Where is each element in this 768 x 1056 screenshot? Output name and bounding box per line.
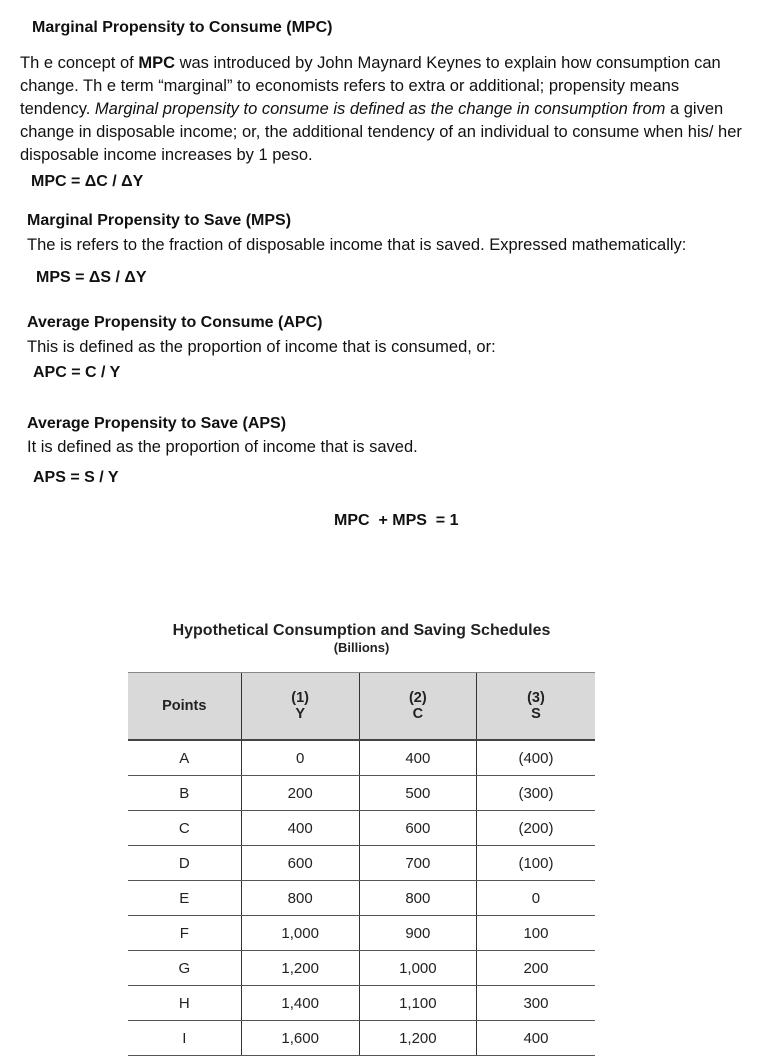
header-c-line2: C [412,706,424,722]
mpc-paragraph-part-1: Th e concept of [20,54,139,72]
cell-point: B [128,776,241,811]
table-row [128,811,595,846]
aps-heading: Average Propensity to Save (APS) [27,415,287,432]
cell-s: 200 [476,951,595,986]
header-s-line1: (3) [527,690,545,706]
table-row [128,986,595,1021]
header-c-line1: (2) [408,690,427,706]
cell-y: 0 [241,740,359,776]
cell-y: 1,000 [241,916,359,951]
cell-c: 600 [359,811,476,846]
mps-formula: MPS = ΔS / ΔY [36,269,147,286]
table-subtitle: (Billions) [333,640,390,655]
cell-c: 500 [359,776,476,811]
table-title: Hypothetical Consumption and Saving Schedules [172,622,551,639]
mps-heading: Marginal Propensity to Save (MPS) [27,212,292,229]
cell-s: 0 [476,881,595,916]
cell-y: 600 [241,846,359,881]
cell-point: D [128,846,241,881]
cell-c: 1,100 [359,986,476,1021]
header-s-line2: S [531,706,541,722]
table-row [128,1021,595,1056]
cell-c: 400 [359,740,476,776]
cell-y: 200 [241,776,359,811]
mpc-heading: Marginal Propensity to Consume (MPC) [32,19,333,36]
mpc-mps-identity: MPC + MPS = 1 [334,512,459,529]
mpc-paragraph-part-3: a given change in disposable income; or, the additional tendency of an individual to consume when his/ her disposable income increases by 1 peso. [20,100,742,164]
header-y [241,673,359,741]
cell-point: C [128,811,241,846]
cell-s: 300 [476,986,595,1021]
table-row [128,916,595,951]
cell-y: 1,200 [241,951,359,986]
table-row [128,776,595,811]
cell-s: 400 [476,1021,595,1056]
cell-c: 800 [359,881,476,916]
cell-point: F [128,916,241,951]
header-points [128,673,241,741]
cell-y: 800 [241,881,359,916]
header-points-label: Points [162,698,207,714]
header-s [476,673,595,741]
cell-s: (100) [476,846,595,881]
cell-y: 400 [241,811,359,846]
cell-s: (400) [476,740,595,776]
mps-text: The is refers to the fraction of disposable income that is saved. Expressed mathematically: [27,236,687,254]
aps-text: It is defined as the proportion of income that is saved. [27,438,418,456]
cell-point: E [128,881,241,916]
header-c [359,673,476,741]
table-row [128,846,595,881]
cell-c: 900 [359,916,476,951]
apc-text: This is defined as the proportion of income that is consumed, or: [27,338,496,356]
table-row [128,881,595,916]
mpc-paragraph [20,52,748,167]
header-y-line2: Y [295,706,305,722]
cell-c: 1,000 [359,951,476,986]
mpc-bold-term: MPC [138,54,175,72]
apc-formula: APC = C / Y [33,364,121,381]
cell-point: I [128,1021,241,1056]
cell-s: (300) [476,776,595,811]
cell-c: 700 [359,846,476,881]
mpc-definition-italic: Marginal propensity to consume is defined as the change in consumption from [94,100,666,118]
apc-heading: Average Propensity to Consume (APC) [27,314,323,331]
table-header-row [128,673,595,741]
table-row [128,951,595,986]
table-title-block [128,622,595,655]
cell-y: 1,400 [241,986,359,1021]
consumption-saving-table [128,672,595,1056]
cell-s: (200) [476,811,595,846]
mpc-formula: MPC = ΔC / ΔY [31,173,144,190]
mpc-paragraph-part-2: was introduced by John Maynard Keynes to explain how consumption can change. Th e term “marginal” to economists refers to extra or additional; propensity means tendency. [20,54,721,118]
cell-point: G [128,951,241,986]
cell-y: 1,600 [241,1021,359,1056]
header-y-line1: (1) [291,690,310,706]
cell-point: A [128,740,241,776]
aps-formula: APS = S / Y [33,469,119,486]
cell-c: 1,200 [359,1021,476,1056]
cell-point: H [128,986,241,1021]
cell-s: 100 [476,916,595,951]
table-row [128,740,595,776]
